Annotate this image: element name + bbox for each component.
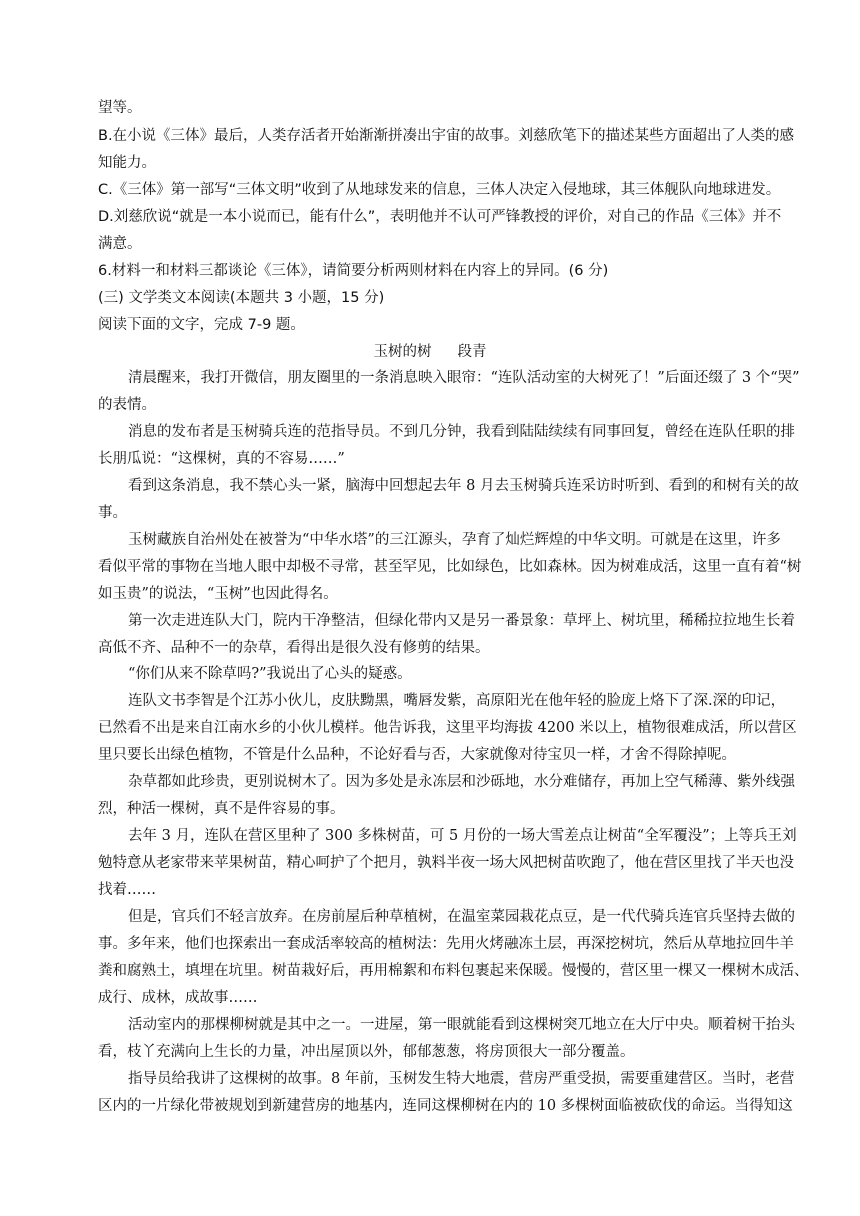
text-line: 望等。 <box>98 100 142 116</box>
option-d: D.刘慈欣说“就是一本小说而已，能有什么”，表明他并不认可严锋教授的评价，对自己的作品《三体》并不 <box>98 209 782 225</box>
paragraph-line: 看，枝丫充满向上生长的力量，冲出屋顶以外，郁郁葱葱，将房顶很大一部分覆盖。 <box>98 1044 635 1060</box>
paragraph-line: 杂草都如此珍贵，更别说树木了。因为多处是永冻层和沙砾地，水分难储存，再加上空气稀薄、紫外线强 <box>128 774 795 790</box>
paragraph-line: 烈，种活一棵树，真不是件容易的事。 <box>98 801 345 817</box>
paragraph-line: “你们从来不除草吗?”我说出了心头的疑惑。 <box>128 666 412 682</box>
paragraph-line: 长朋瓜说：“这棵树，真的不容易……” <box>98 451 345 467</box>
paragraph-line: 的表情。 <box>98 397 156 413</box>
paragraph-line: 去年 3 月，连队在营区里种了 300 多株树苗，可 5 月份的一场大雪差点让树苗“全军覆没”；上等兵王刘 <box>128 828 797 844</box>
option-b: B.在小说《三体》最后，人类存活者开始渐渐拼凑出宇宙的故事。刘慈欣笔下的描述某些方面超出了人类的感 <box>98 128 795 144</box>
paragraph-line: 找着…… <box>98 882 156 898</box>
paragraph-line: 如玉贵”的说法，“玉树”也因此得名。 <box>98 586 338 602</box>
article-title: 玉树的树 <box>373 344 432 360</box>
paragraph-line: 区内的一片绿化带被规划到新建营房的地基内，连同这棵柳树在内的 10 多棵树面临被砍伐的命运。当得知这 <box>98 1098 793 1114</box>
paragraph-line: 成行、成林，成故事…… <box>98 990 258 1006</box>
reading-instruction: 阅读下面的文字，完成 7-9 题。 <box>98 317 305 333</box>
paragraph-line: 但是，官兵们不轻言放弃。在房前屋后种草植树，在温室菜园栽花点豆，是一代代骑兵连官兵坚持去做的 <box>128 909 795 925</box>
paragraph-line: 已然看不出是来自江南水乡的小伙儿模样。他告诉我，这里平均海拔 4200 米以上，植物很难成活，所以营区 <box>98 720 797 736</box>
paragraph-line: 玉树藏族自治州处在被誉为“中华水塔”的三江源头，孕育了灿烂辉煌的中华文明。可就是在这里，许多 <box>128 532 781 548</box>
option-d-cont: 满意。 <box>98 236 142 252</box>
paragraph-line: 看似平常的事物在当地人眼中却极不寻常，甚至罕见，比如绿色，比如森林。因为树难成活，这里一直有着“树 <box>98 559 802 575</box>
paragraph-line: 指导员给我讲了这棵树的故事。8 年前，玉树发生特大地震，营房严重受损，需要重建营区。当时，老营 <box>128 1071 795 1087</box>
paragraph-line: 连队文书李智是个江苏小伙儿，皮肤黝黑，嘴唇发紫，高原阳光在他年轻的脸庞上烙下了深.深的印记， <box>128 693 786 709</box>
paragraph-line: 消息的发布者是玉树骑兵连的范指导员。不到几分钟，我看到陆陆续续有同事回复，曾经在连队任职的排 <box>128 424 795 440</box>
paragraph-line: 勉特意从老家带来苹果树苗，精心呵护了个把月，孰料半夜一场大风把树苗吹跑了，他在营区里找了半天也没 <box>98 855 794 871</box>
paragraph-line: 事。 <box>98 505 127 521</box>
paragraph-line: 活动室内的那棵柳树就是其中之一。一进屋，第一眼就能看到这棵树突兀地立在大厅中央。顺着树干抬头 <box>128 1017 795 1033</box>
question-6: 6.材料一和材料三都谈论《三体》，请简要分析两则材料在内容上的异同。(6 分) <box>98 263 609 279</box>
paragraph-line: 看到这条消息，我不禁心头一紧，脑海中回想起去年 8 月去玉树骑兵连采访时听到、看到的和树有关的故 <box>128 478 799 494</box>
article-title-line <box>0 341 860 363</box>
option-c: C.《三体》第一部写“三体文明”收到了从地球发来的信息，三体人决定入侵地球，其三体舰队向地球进发。 <box>98 182 781 198</box>
option-b-cont: 知能力。 <box>98 155 156 171</box>
paragraph-line: 粪和腐熟土，填埋在坑里。树苗栽好后，再用棉絮和布料包裹起来保暖。慢慢的，营区里一棵又一棵树木成活、 <box>98 963 809 979</box>
paragraph-line: 清晨醒来，我打开微信，朋友圈里的一条消息映入眼帘：“连队活动室的大树死了！”后面还缀了 3 个“哭” <box>128 370 800 386</box>
paragraph-line: 里只要长出绿色植物，不管是什么品种，不论好看与否，大家就像对待宝贝一样，才舍不得除掉呢。 <box>98 747 736 763</box>
article-author: 段青 <box>457 344 487 360</box>
paragraph-line: 第一次走进连队大门，院内干净整洁，但绿化带内又是另一番景象：草坪上、树坑里，稀稀拉拉地生长着 <box>128 613 795 629</box>
section-heading: (三) 文学类文本阅读(本题共 3 小题，15 分) <box>98 290 385 306</box>
paragraph-line: 事。多年来，他们也探索出一套成活率较高的植树法：先用火烤融冻土层，再深挖树坑，然后从草地拉回牛羊 <box>98 936 794 952</box>
paragraph-line: 高低不齐、品种不一的杂草，看得出是很久没有修剪的结果。 <box>98 640 490 656</box>
